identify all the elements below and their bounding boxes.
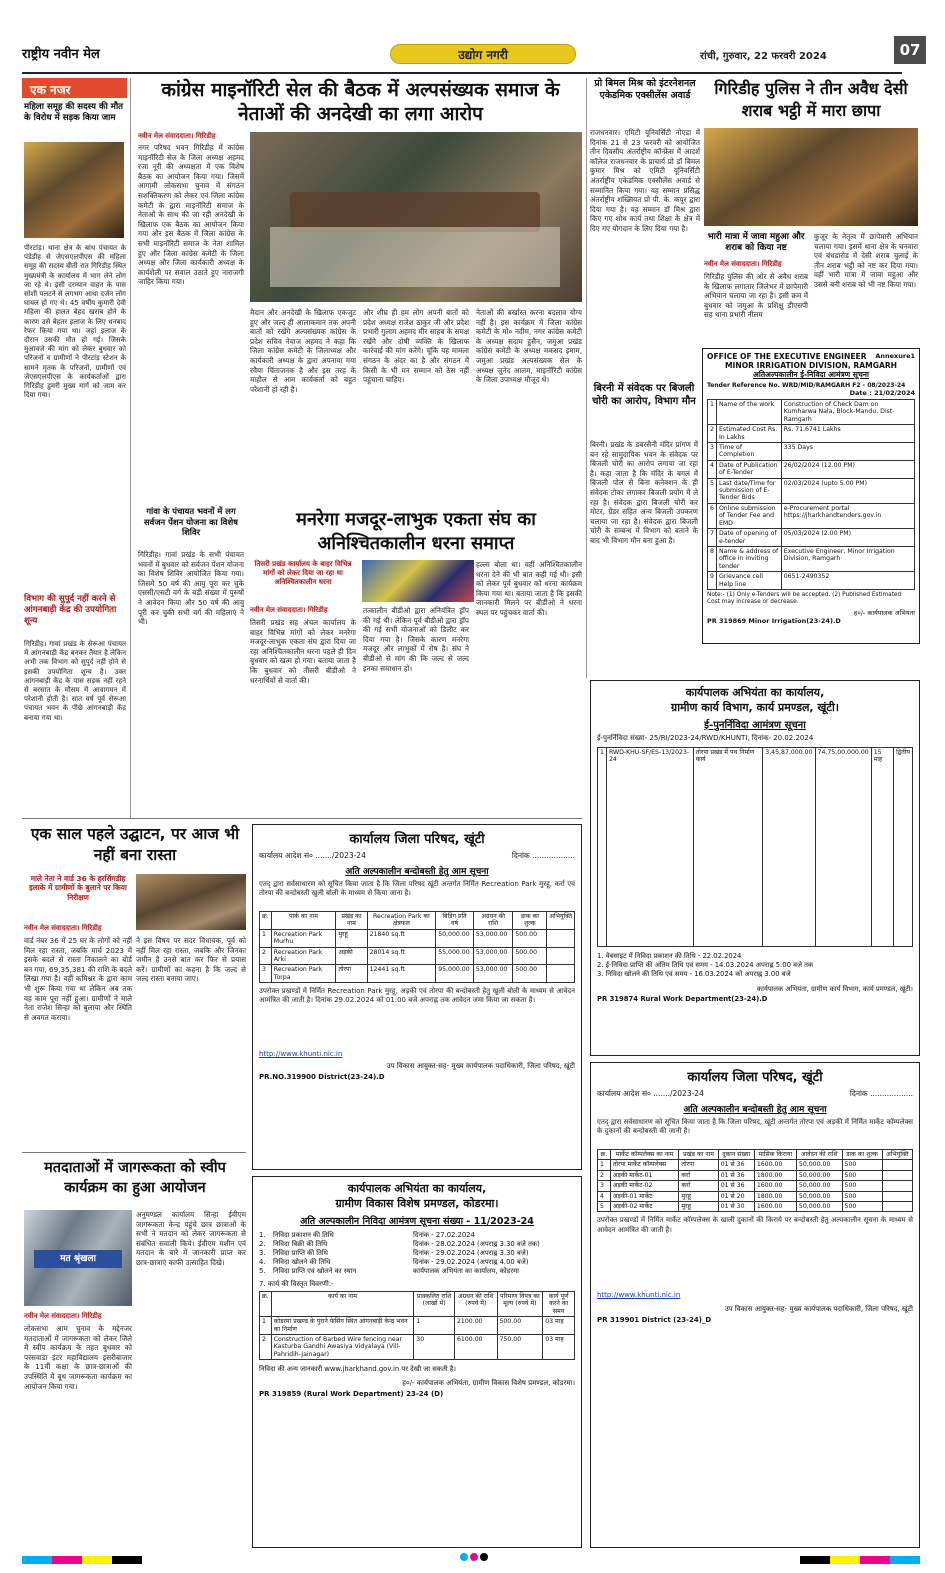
table-cell: 02/03/2024 (upto 5.00 PM) <box>781 478 914 503</box>
table-cell: 1600.00 <box>754 1181 796 1191</box>
birni-headline: बिरनी में संवेदक पर बिजली चोरी का आरोप, विभाग मौन <box>592 383 696 407</box>
jp1-title: अति अल्पकालीन बन्दोबस्ती हेतु आम सूचना <box>345 867 489 877</box>
table-cell: Name of the work <box>716 400 781 425</box>
table-cell: 95,000.00 <box>436 965 474 983</box>
table-cell: 500 <box>842 1160 882 1170</box>
police-body: गिरिडीह पुलिस की ओर से अवैध शराब के खिलाफ लगातार जिलेभर में छापेमारी अभियान चलाया जा रहा है। इसी क्रम में बुधवार को जमुआ के प्रशिक्षु डीएसपी सह थाना प्रभारी नीलम <box>704 272 811 320</box>
table-row <box>708 425 915 443</box>
police-headline: गिरिडीह पुलिस ने तीन अवैध देसी शराब भट्ठी में मारा छापा <box>714 79 908 120</box>
table-cell: 3,45,87,000.00 <box>763 748 815 947</box>
table-cell: कर्रा <box>679 1170 718 1180</box>
khunti-title: ई-पुनर्निविदा आमंत्रण सूचना <box>704 720 806 731</box>
list-item: 5. निविदा प्राप्ति एवं खोलने का स्थान कार्यपालक अभियंता का कार्यालय, कोडरमा <box>259 1267 519 1275</box>
table-cell: अड़की-01 मार्केट <box>610 1191 679 1201</box>
table-cell: 500 <box>842 1202 882 1212</box>
table-cell: 2 <box>260 947 272 965</box>
table-cell: 1600.00 <box>754 1160 796 1170</box>
table-cell: 9 <box>708 572 717 590</box>
table-cell: 50,000.00 <box>436 929 474 947</box>
table-cell: 1 <box>260 929 272 947</box>
page-number: 07 <box>894 36 926 64</box>
mgnrega-body-2: तत्कालीन बीडीओ द्वारा अनियंत्रित ड्रॉप की गई थी। लेकिन पूर्व बीडीओ द्वारा ड्रॉप की गई सभी योजनाओं को डिलीट कर दिया गया है। जिसके कारण मनरेगा मजदूर और लाभुकों में रोष है। संघ ने बीडीओ से मांग की कि जल्द से जल्द इनका समाधान हो। <box>363 606 472 673</box>
ramgarh-sign: ह०/- कार्यपालक अभियंता <box>853 608 915 617</box>
khunti-footer-2: 2. ई-निविदा प्राप्ति की अंतिम तिथि एवं समय - 14.03.2024 अपराह्न 5.00 बजे तक <box>597 961 814 969</box>
ramgarh-office: OFFICE OF THE EXECUTIVE ENGINEER <box>707 352 867 361</box>
table-cell: 30 <box>414 1335 455 1360</box>
table-cell: e-Procurement portal https://jharkhandtenders.gov.in <box>781 503 914 528</box>
jp2-intro: एतद् द्वारा सर्वसाधारण को सूचित किया जाता है कि जिला परिषद, खूंटी अन्तर्गत तोरपा एवं अड़की में निर्मित मार्केट कॉम्पलेक्स के दुकानों की बन्दोबस्ती की जानी है। <box>597 1118 916 1136</box>
table-cell: 4 <box>598 1191 611 1201</box>
jp2-table <box>597 1149 913 1212</box>
table-cell: 21840 sq.ft <box>367 929 436 947</box>
mgnrega-byline: नवीन मेल संवाददाता। गिरिडीह <box>250 606 328 614</box>
table-cell: 2 <box>598 1170 611 1180</box>
table-cell: 500.00 <box>513 929 547 947</box>
table-row <box>260 947 575 965</box>
table-cell <box>547 965 575 983</box>
table-cell: 28014 sq.ft <box>367 947 436 965</box>
jp1-sign: उप विकास आयुक्त-सह- मुख्य कार्यपालक पदाधिकारी, जिला परिषद, खूंटी <box>386 1062 575 1071</box>
ramgarh-title: अतिअल्पकालीन ई-निविदा आमंत्रण सूचना <box>753 370 869 379</box>
matdata-body: लोकसभा आम चुनाव के मद्देनजर मतदाताओं में जागरूकता को लेकर जिले में स्वीप कार्यक्रम के तहत बुधवार को परसवाडा इंटर महाविद्यालय इसरीबाजार के 11वीं कक्षा के छात्र-छात्राओं की उपस्थिति में बूथ जागरूकता कार्यक्रम का आयोजन किया गया। <box>24 1324 135 1391</box>
table-cell: 5 <box>598 1202 611 1212</box>
table-cell: 50,000.00 <box>796 1170 842 1180</box>
table-cell: अड़की <box>336 947 367 965</box>
gawan-body: गिरिडीह। गावां प्रखंड के सभी पंचायत भवनों में बुधवार को सर्वजन पेंशन योजना का विशेष शिविर आयोजित किया गया। जिसमें 50 वर्ष की आयु पूरा कर चुके एससी/एसटी वर्ग के बड़ी संख्या में पुरुषों ने आवेदन किया और 50 वर्ष की आयु पूरी कर चुकी सभी वर्ग की महिलाएं ने भी। <box>138 550 247 627</box>
table-row <box>708 460 915 478</box>
ramgarh-division: MINOR IRRIGATION DIVISION, RAMGARH <box>724 361 898 370</box>
mgnrega-headline: मनरेगा मजदूर-लाभुक एकता संघ का अनिश्चितकालीन धरना समाप्त <box>296 509 536 554</box>
jp2-sign: उप विकास आयुक्त-सह- मुख्य कार्यपालक पदाधिकारी, जिला परिषद, खूंटी <box>724 1305 913 1314</box>
mgnrega-photo-caption: तिसरी प्रखंड कार्यालय के बाहर विभिन्न मांगों को लेकर दिया जा रहा था अनिश्चितकालीन धरना <box>254 560 352 586</box>
lead-headline: कांग्रेस माइनॉरिटी सेल की बैठक में अल्पसंख्यक समाज के नेताओं की अनदेखी का लगा आरोप <box>161 79 560 125</box>
table-cell: 750.00 <box>497 1335 543 1360</box>
khunti-dept: ग्रामीण कार्य विभाग, कार्य प्रमण्डल, खूंटी। <box>671 701 839 714</box>
table-cell: 3 <box>598 1181 611 1191</box>
jp2-website-link[interactable]: http://www.khunti.nic.in <box>597 1291 681 1300</box>
jp1-outro: उपरोक्त प्रखण्डों में निर्मित Recreation Park मुरहू, अड़की एवं तोरपा की बन्दोबस्ती हेतु खुली बोली के माध्यम से आवेदन आमंत्रित की जाती है। दिनांक 29.02.2024 को 01:00 बजे अपराह्न तक आवेदन जमा किया जा सकता है। <box>259 987 578 1005</box>
kodarma-items <box>259 1231 575 1276</box>
table-cell: 50,000.00 <box>796 1202 842 1212</box>
table-header-cell: प्रखंड का नाम <box>336 912 367 930</box>
table-cell: 0651-2490352 <box>781 572 914 590</box>
table-row <box>708 529 915 547</box>
ek-nazar-headline-1: महिला समूह की सदस्य की मौत के विरोध में सड़क किया जाम <box>24 102 124 123</box>
table-cell: 8 <box>708 546 717 571</box>
jp2-order-date: दिनांक .................. <box>849 1089 913 1098</box>
lead-col-4: नेताओं की बर्खास्त करना बदलाव योग्य नहीं है। इस कार्यक्रम में जिला कांग्रेस कमेटी के मो० नदीम, नगर कांग्रेस कमेटी के अध्यक्ष सदाम हुसैन, जमुआ प्रखंड कांग्रेस कमेटी के अध्यक्ष मकसद इमाम, जमुआ प्रखंड अल्पसंख्यक सेल के अध्यक्ष जुनेद आलम, माइनॉरिटी कांग्रेस के जिला उपाध्यक्ष मौजूद थे। <box>476 308 585 385</box>
khunti-sign: कार्यपालक अभियंता, ग्रामीण कार्य विभाग, कार्य प्रमण्डल, खूंटी। <box>756 985 913 993</box>
ek-nazar-body-1: पीरटांड़। थाना क्षेत्र के बांध पंचायत के पंडेडीह से जेएसएलपीएस की महिला समूह की सदस्य बीती रात गिरिडीह स्थित मुख्यमंत्री के कार्यालय में भाग लेने लोग जा रहे थे। इसी दरम्यान वाहन के पास सोशी पलटने से लगभग आधा दर्जन लोग घायल हो गए थे। 45 वर्षीय कुमारी देवी महिला की हालत बेहद खराब होने के कारण उसे बेहतर इलाज के लिए धनबाद रेफर किया गया था। जहां इलाज के दौरान उसकी मौत हो गई। जिसके मुआवजे की मांग को लेकर बुधवार को परिजनों व ग्रामीणों ने पीरटांड़ स्टेशन के सामने मृतक के परिजनों, ग्रामीणों एवं जेएसएलपीएस के कार्यकर्ताओं द्वारा गिरिडीह डुमरी मुख्य मार्ग को जाम कर दिया गया। <box>24 244 129 400</box>
table-cell: 500 <box>842 1181 882 1191</box>
khunti-notice <box>590 680 920 1056</box>
matdata-photo <box>24 1210 132 1306</box>
table-cell: 1 <box>598 1160 611 1170</box>
table-cell: कर्रा <box>679 1181 718 1191</box>
section-rule-2 <box>22 1152 246 1153</box>
lead-col-1: नगर परिषद भवन गिरिडीह में कांग्रेस माइनॉरिटी सेल के जिला अध्यक्ष अहमद रजा नूरी की अध्यक्षता में एक विशेष बैठक का आयोजन किया गया। जिसमें आगामी लोकसभा चुनाव में संगठन सशक्तिकरण को लेकर एवं जिला कांग्रेस कमेटी के द्वारा माइनॉरिटी समाज के नेताओं के साथ की जा रही अनदेखी के खिलाफ एक बैठक का आयोजन किया गया और इस बैठक में जिला कांग्रेस के सभी माइनॉरिटी समाज के नेता शामिल हुए और जिला कांग्रेस कमेटी के जिला अध्यक्ष और जिला कार्यकारी अध्यक्ष के कार्यशैली पर सवाल उठाते हुए नाराजगी जाहिर किया गया। <box>138 143 247 287</box>
khunti-table <box>597 747 913 947</box>
print-color-bar-left <box>22 1556 142 1564</box>
table-cell: मुरहू <box>679 1202 718 1212</box>
kodarma-table <box>259 1291 575 1360</box>
table-cell: 01 से 36 <box>718 1160 754 1170</box>
table-header-cell: डाक का शुल्क <box>842 1150 882 1160</box>
table-cell: Recreation Park Arki <box>271 947 336 965</box>
table-cell: 26/02/2024 (12.00 PM) <box>781 460 914 478</box>
table-row <box>708 572 915 590</box>
table-row <box>260 1335 575 1360</box>
ek-saal-body-2: ने इस विषय पर सदर विधायक, पूर्व को नहीं मिल रहा रास्ता, जबकि और जिनका जमीन है उनसे बात कर फिर से प्रयास करें। ग्रामीणों का कहना है कि जल्द से जल्द रास्ता बनाया जाए। <box>136 936 249 984</box>
table-cell <box>882 1202 912 1212</box>
table-cell: 03 माह <box>543 1317 575 1335</box>
table-row <box>598 1160 913 1170</box>
table-header-cell: अग्रधन की राशि <box>473 912 513 930</box>
jp1-intro: एतद् द्वारा सर्वसाधारण को सूचित किया जाता है कि जिला परिषद खूंटी अन्तर्गत निर्मित Recreation Park मुरहू, कर्रा एवं तोरपा की बन्दोबस्ती खुली बोली के माध्यम से किया जाना है। <box>259 880 578 898</box>
table-cell: 500.00 <box>497 1317 543 1335</box>
jp2-order: कार्यालय आदेश सं० ......./2023-24 <box>597 1089 704 1098</box>
table-cell: 55,000.00 <box>436 947 474 965</box>
table-cell: तोरपा प्रखंड में पथ निर्माण कार्य <box>693 748 763 947</box>
mgnrega-body-1: तिसरी प्रखंड सह अंचल कार्यालय के बाहर विभिन्न मांगों को लेकर मनरेगा मजदूर-लाभुक एकता संघ द्वारा दिया जा रहा अनिश्चितकालीन धरना पहले ही दिन बुधवार को खत्म हो गया। बताया जाता है कि बुधवार को तीसरी बीडीओ ने धरनार्थियों से वार्ता की। <box>250 618 359 685</box>
table-cell: 15 माह <box>871 748 893 947</box>
ramgarh-tender-ref: Tender Reference No. WRD/MID/RAMGARH F2 - 08/2023-24 <box>707 382 906 389</box>
table-cell: 3 <box>708 443 717 461</box>
mgnrega-photo <box>362 560 474 602</box>
khunti-pr: PR 319874 Rural Work Department(23-24).D <box>597 995 768 1003</box>
table-cell: 335 Days <box>781 443 914 461</box>
table-header-cell: अग्रधन की राशि (रुपये में) <box>455 1292 498 1317</box>
table-cell: 01 से 20 <box>718 1191 754 1201</box>
jp2-office: कार्यालय जिला परिषद, खूंटी <box>687 1070 823 1085</box>
kodarma-table-title: 7. कार्य की विस्तृत विवरणी:- <box>259 1280 334 1288</box>
table-cell: 1 <box>414 1317 455 1335</box>
jp1-website-link[interactable]: http://www.khunti.nic.in <box>259 1050 343 1059</box>
table-cell: 6 <box>708 503 717 528</box>
table-row <box>260 929 575 947</box>
kodarma-sign: ह०/- कार्यपालक अभियंता, ग्रामीण विकास विशेष प्रमण्डल, कोडरमा। <box>402 1379 575 1388</box>
ek-nazar-headline-2: विभाग की सुपुर्द नहीं करने से आंगनबाड़ी केंद्र की उपयोगिता शून्य <box>24 594 117 626</box>
table-cell: 1 <box>708 400 717 425</box>
dateline: रांची, गुरुवार, 22 फरवरी 2024 <box>700 51 827 62</box>
table-header-cell: मासिक किराया <box>754 1150 796 1160</box>
table-cell: 12441 sq.ft <box>367 965 436 983</box>
table-cell <box>547 947 575 965</box>
table-cell: Date of Publication of E-Tender <box>716 460 781 478</box>
table-cell: Time of Completion <box>716 443 781 461</box>
ramgarh-note: Note:- (1) Only e-Tenders will be accepted. (2) Published Estimated Cost may increase or decrease. <box>707 591 902 605</box>
table-cell: 50,000.00 <box>796 1191 842 1201</box>
khunti-footer-3: 3. निविदा खोलने की तिथि एवं समय - 16.03.2024 को अपराह्न 3.00 बजे <box>597 970 791 978</box>
table-cell: 500 <box>842 1170 882 1180</box>
table-cell: तोरपा <box>679 1160 718 1170</box>
table-header-cell: अभियुक्ति <box>882 1150 912 1160</box>
ek-nazar-label: एक नजर <box>22 78 127 98</box>
table-cell <box>882 1191 912 1201</box>
table-header-cell: मार्केट कॉम्पलेक्स का नाम <box>610 1150 679 1160</box>
ek-saal-byline: नवीन मेल संवाददाता। गिरिडीह <box>24 924 102 932</box>
table-cell: मुरहू <box>336 929 367 947</box>
table-cell <box>547 929 575 947</box>
masthead <box>22 32 922 72</box>
table-header-cell: प्रखंड का नाम <box>679 1150 718 1160</box>
table-cell: 6100.00 <box>455 1335 498 1360</box>
table-cell: कोडरमा प्रखण्ड के पुराने फेसिंग स्थित आंगनबाड़ी केन्द्र भवन का निर्माण <box>271 1317 414 1335</box>
table-cell: 1800.00 <box>754 1170 796 1180</box>
table-cell: 53,000.00 <box>473 929 513 947</box>
khunti-office: कार्यपालक अभियंता का कार्यालय, <box>685 686 825 699</box>
table-cell: अड़की मार्केट-01 <box>610 1170 679 1180</box>
table-cell: 01 से 36 <box>718 1170 754 1180</box>
jp1-pr: PR.NO.319900 District(23-24).D <box>259 1073 385 1082</box>
table-cell: 50,000.00 <box>796 1181 842 1191</box>
table-cell: Grievance cell Help line <box>716 572 781 590</box>
ek-saal-subhead: माले नेता ने वार्ड 36 के हरसिंगडीह इलाके में ग्रामीणों के बुलाने पर किया निरीक्षण <box>29 874 127 902</box>
ek-nazar-photo <box>24 142 124 238</box>
jila-parishad-notice-2 <box>590 1062 920 1548</box>
table-cell: 500 <box>842 1191 882 1201</box>
table-header-cell: क्र. <box>598 1150 611 1160</box>
table-cell: 5 <box>708 478 717 503</box>
ramgarh-annexure: Annexure1 <box>875 352 915 360</box>
table-row <box>598 748 913 947</box>
matdata-body-2: अनुमण्डल कार्यालय सिन्हा ईवीएम जागरूकता केन्द्र पहुंचे छात्र छात्राओं के सभी ने मतदान को लेकर जागरूकता से संबंधित सवाली किये। ईवीएम मशीन एवं मतदान के बारे में जानकारी प्राप्त कर छात्र-छात्राएं काफी उत्साहित दिखे। <box>136 1210 249 1267</box>
col-rule-left <box>130 78 131 818</box>
vimal-body: राजधनवार। एमिटी यूनिवर्सिटी नोएडा में दिनांक 21 से 23 फरवरी को आयोजित तीन दिवसीय अंतर्राष्ट्रीय कॉन्फ्रेंस में आदर्श कॉलेज राजधनवार के प्राचार्य प्रो डॉ बिमल कुमार मिश्र को एमिटी यूनिवर्सिटी अंतर्राष्ट्रीय एकेडमिक एक्सीलेंस अवार्ड से सम्मानित किया गया। यह सम्मान प्रसिद्ध अंतर्राष्ट्रीय शख्सियत प्रो पी. के. कपूर द्वारा दिया गया है। यह सम्मान डॉ मिश्र द्वारा किए गए शोध कार्य तथा शिक्षा के क्षेत्र में दिए गए योगदान के लिए दिया गया है। <box>590 128 703 233</box>
table-cell: Estimated Cost Rs. In Lakhs <box>716 425 781 443</box>
lead-byline: नवीन मेल संवाददाता। गिरिडीह <box>138 132 216 140</box>
list-item: 2. निविदा बिक्री की तिथि दिनांक - 28.02.2024 (अपराह्न 3.30 बजे तक) <box>259 1240 540 1248</box>
kodarma-dept: ग्रामीण विकास विशेष प्रमण्डल, कोडरमा। <box>335 1197 499 1210</box>
kodarma-office: कार्यपालक अभियंता का कार्यालय, <box>347 1182 487 1195</box>
table-cell: Executive Engineer, Minor Irrigation Division, Ramgarh <box>781 546 914 571</box>
section-rule-1 <box>22 818 582 819</box>
table-row <box>708 443 915 461</box>
jp2-pr: PR 319901 District (23-24)_D <box>597 1316 712 1325</box>
table-cell: अड़की-02 मार्केट <box>610 1202 679 1212</box>
table-cell: 2 <box>708 425 717 443</box>
kodarma-pr: PR 319859 (Rural Work Department) 23-24 (D) <box>259 1390 444 1399</box>
table-header-cell: क्र. <box>260 912 272 930</box>
table-header-cell: दुकान संख्या <box>718 1150 754 1160</box>
table-header-cell: आवेदन की राशि <box>796 1150 842 1160</box>
jp2-title: अति अल्पकालीन बन्दोबस्ती हेतु आम सूचना <box>683 1105 827 1115</box>
police-byline: नवीन मेल संवाददाता। गिरिडीह <box>704 260 782 268</box>
table-cell: 03 माह <box>543 1335 575 1360</box>
table-cell: 2100.00 <box>455 1317 498 1335</box>
table-cell: Recreation Park Torpa <box>271 965 336 983</box>
table-header-cell: क्र. <box>260 1292 272 1317</box>
jila-parishad-notice-1 <box>252 824 582 1170</box>
table-cell: 05/03/2024 (2.00 PM) <box>781 529 914 547</box>
vimal-headline: प्रो बिमल मिश्र को इंटरनेशनल एकेडमिक एक्सीलेंस अवार्ड <box>594 78 696 101</box>
ek-saal-body: वार्ड नंबर 36 में 25 घर के लोगों को नहीं मिल रहा रास्ता, जबकि मार्च 2023 में इसके बदले से रास्ता निकालने का बोर्ड बन गया, 69,35,381 की राशि के बदले लिखा गया है। वहीं कमिश्नर के द्वारा काम भी शुरू किया गया था लेकिन अब तक वह काम पूरा नहीं हुआ। ग्रामीणों ने माले नेता राजेश सिन्हा को बुलाया और स्थिति से अवगत कराया। <box>24 936 135 1022</box>
table-cell: Online submission of Tender Fee and EMD <box>716 503 781 528</box>
table-cell: RWD-KHU-SF/ES-13/2023-24 <box>606 748 693 947</box>
table-row <box>598 1191 913 1201</box>
table-row <box>708 546 915 571</box>
ek-saal-headline: एक साल पहले उद्घाटन, पर आज भी नहीं बना रास्ता <box>30 825 240 864</box>
police-photo <box>704 128 918 226</box>
table-cell: तोरपा <box>336 965 367 983</box>
table-cell <box>882 1160 912 1170</box>
table-cell: 50,000.00 <box>796 1160 842 1170</box>
jp1-table <box>259 911 575 983</box>
birni-body: बिरनी। प्रखंड के डबरसैनी मंदिर प्रांगण में बन रहे सामुदायिक भवन के संवेदक पर बिजली चोरी का आरोप लगाया जा रहा है। कहा जाता है कि मंदिर के बगल में बिजली पोल से बिना कनेक्शन के ही संवेदक टोका लगाकर बिजली प्रयोग में ले रहा है। संवेदक द्वारा बिजली चोरी कर मोटर, ग्रेंडर सहित अन्य बिजली उपकरण चलाया जा रहा है। संवेदक द्वारा बिजली चोरी के सम्बन्ध में विभाग को बताने के बाद भी विभाग मौन बना हुआ है। <box>590 440 701 545</box>
table-cell: द्वितीय <box>894 748 913 947</box>
kodarma-note: निविदा की अन्य जानकारी www.jharkhand.gov.in पर देखी जा सकती है। <box>259 1365 456 1374</box>
ramgarh-table <box>707 399 915 590</box>
ramgarh-pr: PR 319869 Minor Irrigation(23-24).D <box>707 616 841 625</box>
khunti-footer-1: 1. वेबसाइट में निविदा प्रकाशन की तिथि - 22.02.2024 <box>597 952 742 960</box>
table-cell: अड़की मार्केट-02 <box>610 1181 679 1191</box>
col-rule-right <box>586 78 587 678</box>
khunti-ref: ई-पुनर्निविदा संख्या- 25/RI/2023-24/RWD/KHUNTI, दिनांक- 20.02.2024 <box>597 734 814 742</box>
gawan-headline: गांवा के पंचायत भवनों में लग सर्वजन पेंशन योजना का विशेष शिविर <box>144 506 238 538</box>
jp1-order: कार्यालय आदेश सं० ......./2023-24 <box>259 851 366 860</box>
ek-nazar-body-2: गिरिडीह। गावां प्रखंड के सेरूआ पंचायत में आंगनबाड़ी केंद्र बनकर तैयार है लेकिन अभी तक विभाग को सुपुर्द नहीं होने से इसकी उपयोगिता शून्य है। उक्त आंगनबाड़ी केंद्र के पास सड़क नहीं रहने से बरसात के मौसम में आवागमन में परेशानी होती है। सात वर्ष पूर्व सेरूआ पंचायत भवन के पीछे आंगनबाड़ी केंद्र बनाया गया था। <box>24 640 129 722</box>
jp1-office: कार्यालय जिला परिषद, खूंटी <box>349 832 485 847</box>
mgnrega-body-3: हल्ला बोला था। वहीं अनिश्चितकालीन धरना देने की भी बात कही गई थी। इसी को लेकर पूर्व बुधवार को धरना कार्यक्रम किया गया था। बताया जाता है कि इसकी जानकारी मिलने पर बीडीओ ने धरना स्थल पर पहुंचकर वार्ता की। <box>476 560 585 617</box>
matdata-headline: मतदाताओं में जागरूकता को स्वीप कार्यक्रम का हुआ आयोजन <box>44 1160 226 1196</box>
police-body-2: कुजूर के नेतृत्व में छापेमारी अभियान चलाया गया। इसमें थाना क्षेत्र के चनवारा एवं बंधडारोड में देसी शराब चुलाई के तीन शराब भट्ठी को नष्ट कर दिया गया। वहीं भारी मात्रा में जावा महुआ और उससे बनी शराब को भी नष्ट किया गया। <box>814 232 921 289</box>
table-cell: तोरपा मार्केट कॉम्पलेक्स <box>610 1160 679 1170</box>
table-row <box>598 1181 913 1191</box>
matdata-byline: नवीन मेल संवाददाता। गिरिडीह <box>24 1312 102 1320</box>
jp1-order-date: दिनांक .................. <box>511 851 575 860</box>
table-cell <box>882 1181 912 1191</box>
table-cell: Last date/Time for submission of E-Tender Bids <box>716 478 781 503</box>
table-header-cell: डाक का शुल्क <box>513 912 547 930</box>
table-cell <box>882 1170 912 1180</box>
paper-name: राष्ट्रीय नवीन मेल <box>22 47 100 62</box>
list-item: 1. निविदा प्रकाशन की तिथि दिनांक - 27.02.2024 <box>259 1231 475 1239</box>
table-header-cell: कार्य पूर्ण करने का समय <box>543 1292 575 1317</box>
jp2-outro: उपरोक्त प्रखण्डों में निर्मित मार्केट कॉम्पलेक्स के खाली दुकानों की किराये पर बन्दोबस्ती हेतु अल्पकालीन सूचना के माध्यम से आवेदन आमंत्रित की जाती है। <box>597 1216 916 1234</box>
ek-saal-photo <box>136 874 246 930</box>
table-cell: 1 <box>598 748 607 947</box>
table-cell: 01 से 36 <box>718 1181 754 1191</box>
print-color-bar-right <box>800 1556 920 1564</box>
table-cell: Recreation Park Murhu <box>271 929 336 947</box>
table-cell: 1800.00 <box>754 1191 796 1201</box>
table-cell: Construction of Check Dam on Kumharwa Nala, Block-Mandu, Dist-Ramgarh <box>781 400 914 425</box>
table-cell: Construction of Barbed Wire fencing near Kasturba Gandhi Awasiya Vidyalaya (Vill- Pahridih-Jainagar) <box>271 1335 414 1360</box>
kodarma-notice <box>252 1176 582 1548</box>
print-registration-mark <box>460 1553 490 1567</box>
table-cell: 53,000.00 <box>473 947 513 965</box>
matdata-banner: मत श्रृंखला <box>34 1250 122 1268</box>
table-header-cell: पार्क का नाम <box>271 912 336 930</box>
table-cell: 74,75,00,000.00 <box>815 748 871 947</box>
lead-col-2: मैदान और अनदेखी के खिलाफ एकजुट हुए और जल्द ही आलाकमान तक अपनी बातों को रखेंगे अल्पसंख्यक कांग्रेस के प्रदेश सचिव नेयाज अहमद ने कहा कि जिला कांग्रेस कमेटी के जिलाध्यक्ष और कार्यकारी अध्यक्ष के द्वारा अपनाया गया रवैया चिंताजनक है और इस तरह के माहौल से आम कार्यकर्ता को बहुत परेशानी हो रही है। <box>250 308 359 394</box>
table-cell: Name & address of office in inviting tender <box>716 546 781 571</box>
list-item: 4. निविदा खोलने की तिथि दिनांक - 29.02.2024 (अपराह्न 4.00 बजे) <box>259 1258 529 1266</box>
table-row <box>708 503 915 528</box>
lead-photo <box>250 132 582 302</box>
ramgarh-notice <box>702 348 920 644</box>
table-row <box>260 1317 575 1335</box>
section-label: उद्योग नगरी <box>458 48 508 62</box>
table-cell: 53,000.00 <box>473 965 513 983</box>
lead-col-3: और शीघ्र ही हम लोग अपनी बातों को प्रदेश अध्यक्ष राजेश ठाकुर जी और प्रदेश प्रभारी गुलाम अहमद मीर साहब के समक्ष रखेंगे और दोषी व्यक्ति के खिलाफ कार्रवाई की मांग करेंगे। चूंकि यह मामला संगठन के अंदर का है और संगठन में किसी के भी मन सम्मान को ठेस नहीं पहुंचाना चाहिए। <box>363 308 472 385</box>
table-header-cell: कार्य का नाम <box>271 1292 414 1317</box>
table-cell: 500.00 <box>513 947 547 965</box>
masthead-rule <box>22 72 902 74</box>
list-item: 3. निविदा प्राप्ति की तिथि दिनांक - 29.02.2024 (अपराह्न 3.30 बजे) <box>259 1249 529 1257</box>
table-cell: 7 <box>708 529 717 547</box>
table-cell: 01 से 30 <box>718 1202 754 1212</box>
table-header-cell: अभियुक्ति <box>547 912 575 930</box>
table-row <box>598 1170 913 1180</box>
table-cell: Date of opening of e-tender <box>716 529 781 547</box>
police-caption: भारी मात्रा में जावा महुआ और शराब को किया नष्ट <box>707 232 805 253</box>
table-cell: 500.00 <box>513 965 547 983</box>
kodarma-title: अति अल्पकालीन निविदा आमंत्रण सूचना संख्या - 11/2023-24 <box>300 1216 534 1227</box>
table-cell: मुरहू <box>679 1191 718 1201</box>
table-cell: 4 <box>708 460 717 478</box>
table-cell: Rs. 71.6741 Lakhs <box>781 425 914 443</box>
table-header-cell: प्राक्कलित राशि (लाखों में) <box>414 1292 455 1317</box>
table-row <box>708 478 915 503</box>
table-cell: 2 <box>260 1335 272 1360</box>
ramgarh-date: Date : 21/02/2024 <box>849 389 915 397</box>
table-header-cell: परिमाण विपत्र का मूल्य (रुपये में) <box>497 1292 543 1317</box>
table-cell: 1600.00 <box>754 1202 796 1212</box>
table-row <box>598 1202 913 1212</box>
table-cell: 1 <box>260 1317 272 1335</box>
table-cell: 3 <box>260 965 272 983</box>
table-row <box>260 965 575 983</box>
table-header-cell: बिडिंग प्रति वर्ष <box>436 912 474 930</box>
table-row <box>708 400 915 425</box>
table-header-cell: Recreation Park का क्षेत्रफल <box>367 912 436 930</box>
